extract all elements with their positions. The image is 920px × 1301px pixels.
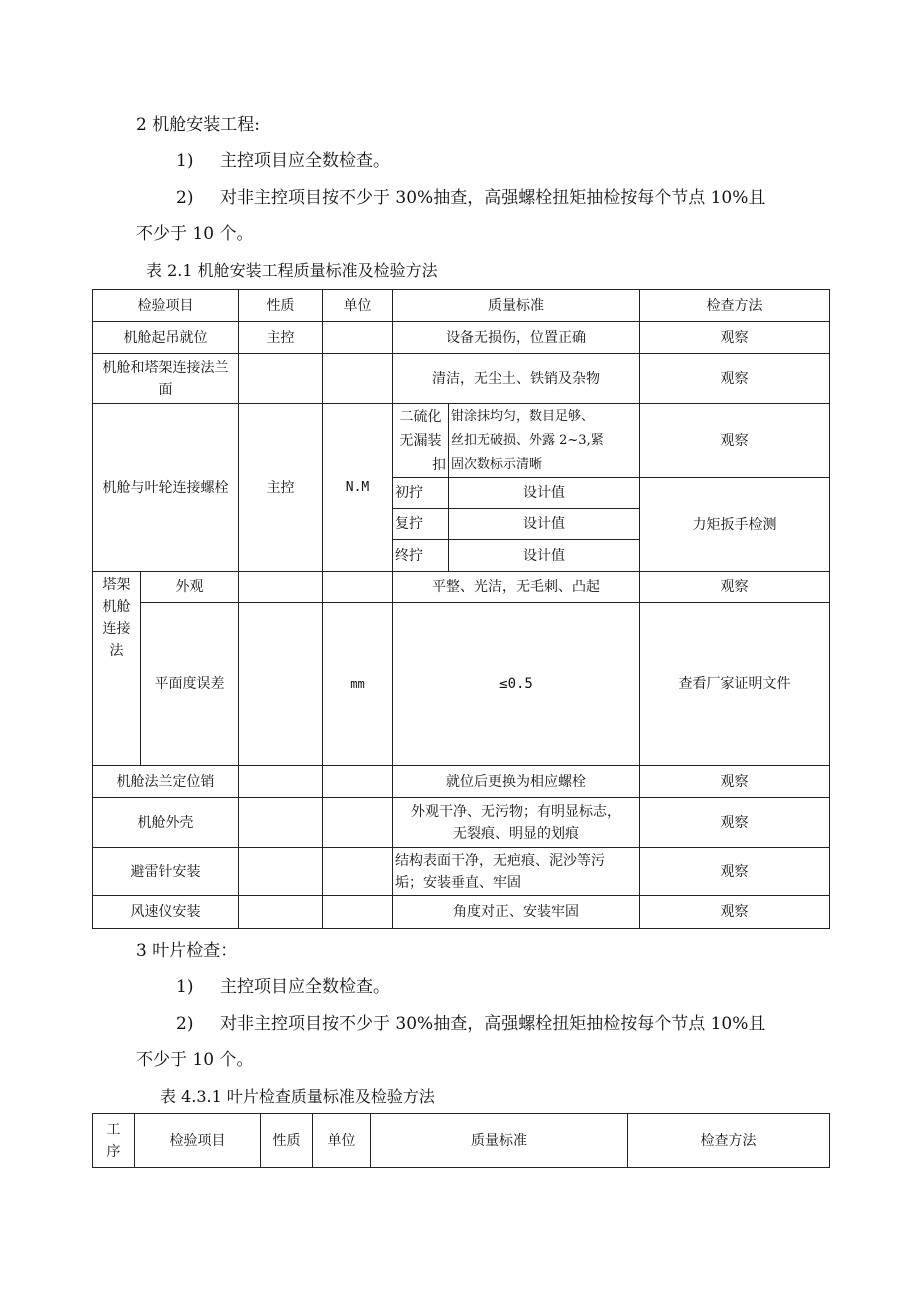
r3-torque-method: 力矩扳手检测 — [640, 478, 830, 572]
quality-table-1 — [92, 289, 830, 929]
r4-group-2: 机舱 — [102, 599, 131, 615]
r4-b-unit: mm — [323, 603, 393, 766]
r3-torque-label: 终拧 — [393, 540, 449, 572]
r3-item: 机舱与叶轮连接螺栓 — [93, 404, 239, 572]
r3-sub-label-3: 扣 — [432, 456, 446, 473]
r6-nature — [239, 798, 323, 848]
section2-heading: 2 机舱安装工程: — [136, 115, 260, 135]
r3-torque-label: 初拧 — [393, 478, 449, 509]
t2-header-process-1: 工 — [106, 1121, 121, 1138]
r2-method: 观察 — [640, 354, 830, 404]
r7-standard-line1: 结构表面干净，无疤痕、泥沙等污 — [395, 852, 605, 869]
section3-item1-num: 1) — [176, 977, 194, 997]
r3-torque-value: 设计值 — [449, 478, 640, 509]
r7-nature — [239, 848, 323, 896]
r6-unit — [323, 798, 393, 848]
header-unit: 单位 — [323, 290, 393, 322]
r4-group — [93, 572, 141, 766]
r7-unit — [323, 848, 393, 896]
r3-sub-text — [449, 404, 640, 478]
header-item: 检验项目 — [93, 290, 239, 322]
t2-header-unit: 单位 — [313, 1114, 371, 1168]
table-row — [93, 603, 830, 766]
section2-item2-line1: 对非主控项目按不少于 30%抽查，高强螺栓扭矩抽检按每个节点 10%且 — [220, 188, 766, 208]
r1-item: 机舱起吊就位 — [93, 322, 239, 354]
table2-caption: 表 4.3.1 叶片检查质量标准及检验方法 — [160, 1087, 435, 1106]
r1-nature: 主控 — [239, 322, 323, 354]
r4-b-item: 平面度误差 — [141, 603, 239, 766]
r7-item: 避雷针安装 — [93, 848, 239, 896]
r3-sub-label-1: 二硫化 — [399, 408, 442, 425]
r2-standard: 清洁，无尘土、铁销及杂物 — [393, 354, 640, 404]
table-row — [93, 572, 830, 603]
r3-unit: N.M — [323, 404, 393, 572]
t2-header-method: 检查方法 — [628, 1114, 830, 1168]
r8-item: 风速仪安装 — [93, 896, 239, 929]
table-row — [93, 896, 830, 929]
r1-standard: 设备无损伤，位置正确 — [393, 322, 640, 354]
section2-item2-line2: 不少于 10 个。 — [136, 224, 254, 244]
table-row — [93, 766, 830, 798]
r3-nature: 主控 — [239, 404, 323, 572]
t2-header-standard: 质量标准 — [371, 1114, 628, 1168]
header-nature: 性质 — [239, 290, 323, 322]
r8-unit — [323, 896, 393, 929]
r2-unit — [323, 354, 393, 404]
r5-method: 观察 — [640, 766, 830, 798]
r4-group-3: 连接 — [102, 621, 131, 637]
r4-b-nature — [239, 603, 323, 766]
r5-unit — [323, 766, 393, 798]
table-row — [93, 354, 830, 404]
section3-item2-line1: 对非主控项目按不少于 30%抽查，高强螺栓扭矩抽检按每个节点 10%且 — [220, 1014, 766, 1034]
t2-header-process — [93, 1114, 135, 1168]
r3-torque-value: 设计值 — [449, 509, 640, 540]
r2-item — [93, 354, 239, 404]
r3-torque-value: 设计值 — [449, 540, 640, 572]
r3-sub-method: 观察 — [640, 404, 830, 478]
r6-method: 观察 — [640, 798, 830, 848]
r1-unit — [323, 322, 393, 354]
r2-item-line2: 面 — [158, 381, 173, 398]
r7-standard-line2: 垢；安装垂直、牢固 — [395, 874, 521, 891]
r5-item: 机舱法兰定位销 — [93, 766, 239, 798]
r3-sub-label-2: 无漏装 — [399, 432, 442, 449]
r3-torque-label: 复拧 — [393, 509, 449, 540]
section3-item2-line2: 不少于 10 个。 — [136, 1050, 254, 1070]
r3-sub-text-1: 钳涂抹均匀，数目足够、 — [451, 408, 595, 424]
table-row — [93, 798, 830, 848]
r4-a-item: 外观 — [141, 572, 239, 603]
r7-method: 观察 — [640, 848, 830, 896]
table-row — [93, 404, 830, 478]
r6-standard-line1: 外观干净、无污物；有明显标志， — [411, 803, 621, 820]
section2-item1-text: 主控项目应全数检查。 — [220, 151, 390, 171]
t2-header-item: 检验项目 — [135, 1114, 261, 1168]
section3-item2-num: 2) — [176, 1014, 194, 1034]
r4-a-standard: 平整、光洁，无毛刺、凸起 — [393, 572, 640, 603]
r4-a-method: 观察 — [640, 572, 830, 603]
r7-standard — [393, 848, 640, 896]
section3-item1-text: 主控项目应全数检查。 — [220, 977, 390, 997]
table-row — [93, 848, 830, 896]
r3-sub-text-2: 丝扣无破损、外露 2~3,紧 — [451, 432, 604, 448]
r8-nature — [239, 896, 323, 929]
t2-header-nature: 性质 — [261, 1114, 313, 1168]
r1-method: 观察 — [640, 322, 830, 354]
header-method: 检查方法 — [640, 290, 830, 322]
t2-header-process-2: 序 — [106, 1143, 121, 1160]
r6-standard-line2: 无裂痕、明显的划痕 — [453, 825, 579, 842]
quality-table-2 — [92, 1113, 830, 1168]
r2-nature — [239, 354, 323, 404]
r6-standard — [393, 798, 640, 848]
r8-method: 观察 — [640, 896, 830, 929]
section3-heading: 3 叶片检查： — [136, 941, 238, 961]
r8-standard: 角度对正、安装牢固 — [393, 896, 640, 929]
header-standard: 质量标准 — [393, 290, 640, 322]
r4-a-unit — [323, 572, 393, 603]
r5-standard: 就位后更换为相应螺栓 — [393, 766, 640, 798]
r3-sub-label — [393, 404, 449, 478]
section2-item1-num: 1) — [176, 151, 194, 171]
r3-sub-text-3: 固次数标示清晰 — [451, 456, 543, 472]
section2-item2-num: 2) — [176, 188, 194, 208]
r5-nature — [239, 766, 323, 798]
r6-item: 机舱外壳 — [93, 798, 239, 848]
r4-b-method: 查看厂家证明文件 — [640, 603, 830, 766]
r4-a-nature — [239, 572, 323, 603]
r4-group-1: 塔架 — [102, 577, 131, 593]
r4-b-standard: ≤0.5 — [393, 603, 640, 766]
table-row — [93, 322, 830, 354]
table1-caption: 表 2.1 机舱安装工程质量标准及检验方法 — [146, 261, 438, 280]
r4-group-4: 法 — [109, 643, 124, 659]
r2-item-line1: 机舱和塔架连接法兰 — [102, 359, 229, 376]
